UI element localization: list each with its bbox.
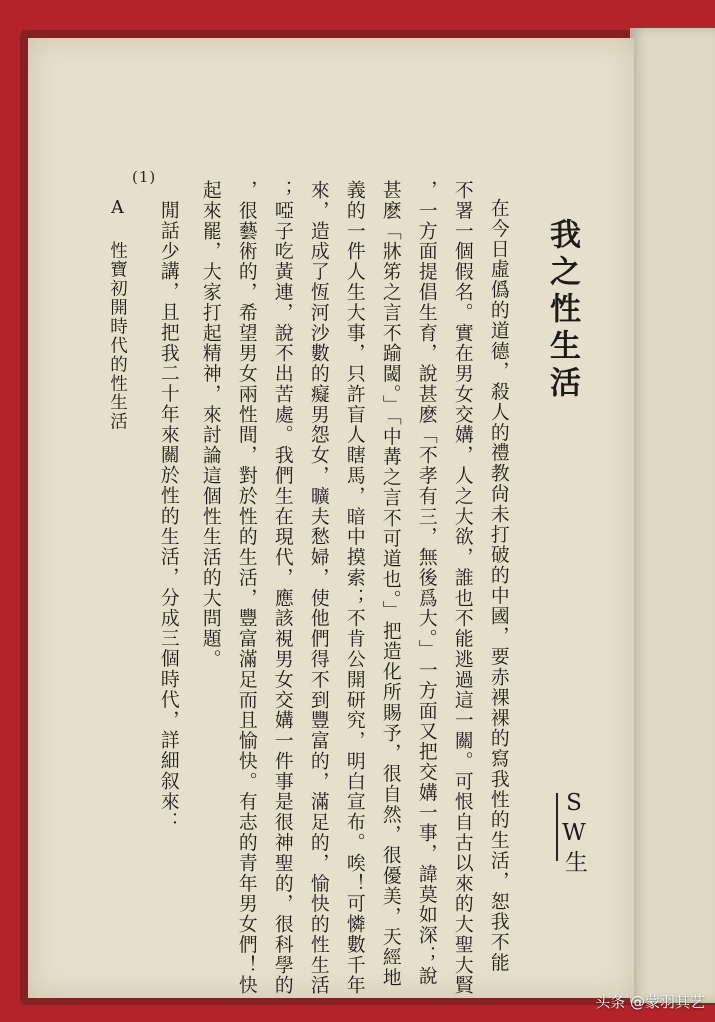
- text-column-8: ，很藝術的，希望男女兩性間，對於性的生活，豐富滿足而且愉快。有志的青年男女們！快: [235, 180, 257, 996]
- author-name: SW生: [561, 790, 587, 877]
- facing-page-edge: [630, 28, 715, 1003]
- text-column-2: 不署一個假名。實在男女交媾，人之大欲，誰也不能逃過這一關。可恨自古以來的大聖大賢: [451, 180, 473, 996]
- watermark: 头条 @蒙羽其艺: [595, 993, 705, 1011]
- page-number: (1): [132, 168, 157, 186]
- book-page: [28, 38, 634, 998]
- page-title: 我之性生活: [544, 218, 580, 403]
- text-column-1: 在今日虛僞的道德，殺人的禮教尙未打破的中國，要赤裸裸的寫我性的生活，恕我不能: [487, 198, 509, 973]
- text-column-5: 義的一件人生大事，只許盲人瞎馬，暗中摸索；不肯公開研究，明白宣布。唉！可憐數千年: [343, 180, 365, 996]
- author-rule: [556, 793, 558, 861]
- text-column-10: 閒話少講，且把我二十年來關於性的生活，分成三個時代，詳細叙來：: [157, 200, 179, 833]
- text-column-9: 起來罷，大家打起精神，來討論這個性生活的大問題。: [199, 180, 221, 670]
- section-heading: A 性寶初開時代的性生活: [107, 198, 128, 431]
- text-column-4: 甚麽「牀笫之言不踰閾。」「中冓之言不可道也。」把造化所賜予，很自然，很優美，天經地: [379, 180, 401, 988]
- text-column-6: 來，造成了恆河沙數的癡男怨女，曠夫愁婦，使他們得不到豐富的，滿足的，愉快的性生活: [307, 180, 329, 996]
- text-column-7: ；啞子吃黃連，說不出苦處。我們生在現代，應該視男女交媾一件事是很神聖的，很科學的: [271, 180, 293, 996]
- text-column-3: ，一方面提倡生育，說甚麽「不孝有三，無後爲大。」一方面又把交媾一事，諱莫如深；說: [415, 180, 437, 987]
